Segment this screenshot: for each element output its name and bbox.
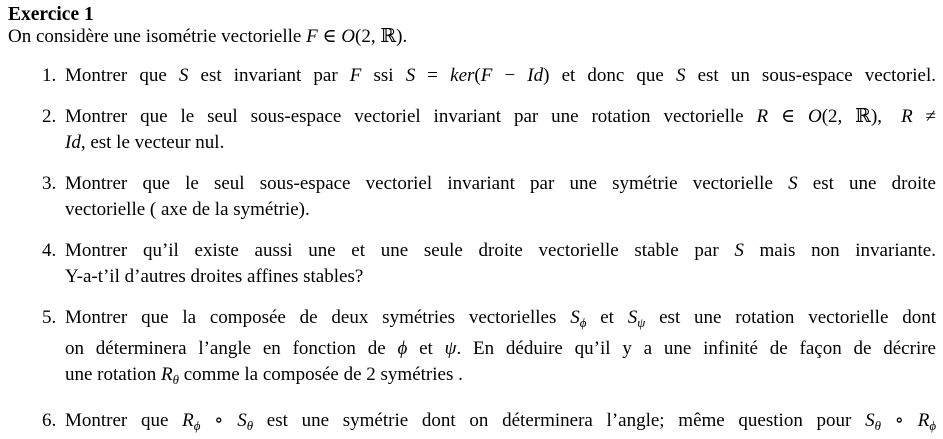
math-token: R <box>917 409 930 431</box>
item-content <box>65 408 936 439</box>
text-line <box>65 171 936 197</box>
exercise-item <box>42 171 936 223</box>
item-number: 2. <box>42 106 57 127</box>
math-token: ϕ <box>193 417 201 433</box>
text-line <box>65 362 936 393</box>
math-token: ϕ <box>579 314 587 330</box>
math-token: S <box>675 65 686 86</box>
text-run: Montrer que le seul sous-espace vectoriel invariant par une symétrie vectorielle <box>65 173 789 194</box>
text-run: (2, ℝ). <box>355 26 408 47</box>
math-token: R <box>901 106 913 127</box>
math-token: S <box>178 65 189 86</box>
text-run: Y-a-t’il d’autres droites affines stables? <box>65 266 364 287</box>
text-line <box>65 238 936 264</box>
text-line <box>65 408 936 439</box>
exercise-item <box>42 305 936 393</box>
math-token: S <box>405 65 416 86</box>
text-run: ∘ <box>880 409 918 431</box>
text-run: ∘ <box>200 409 238 431</box>
math-token: S <box>237 409 247 431</box>
item-content <box>65 104 936 156</box>
text-line <box>65 305 936 336</box>
math-token: ϕ <box>397 337 408 359</box>
item-number: 1. <box>42 65 57 86</box>
item-content <box>65 305 936 393</box>
exercise-item <box>42 408 936 439</box>
text-run: ∈ <box>768 106 808 127</box>
text-line <box>65 197 936 223</box>
math-token: θ <box>874 417 881 433</box>
text-run: − <box>492 65 528 86</box>
math-token: ψ <box>444 337 457 359</box>
text-run: comme la composée de 2 symétries . <box>178 363 463 385</box>
math-token: θ <box>246 417 254 433</box>
text-run: ∈ <box>317 26 342 47</box>
exercise-item <box>42 238 936 290</box>
math-token: F <box>480 65 493 86</box>
math-token: Id <box>527 65 544 86</box>
math-token: Id <box>65 132 81 153</box>
text-run: est invariant par <box>188 65 350 86</box>
math-token: O <box>341 26 356 47</box>
text-run: ≠ <box>912 106 936 127</box>
math-token: ψ <box>637 314 646 330</box>
math-token: θ <box>172 371 179 387</box>
text-run: Montrer que la composée de deux symétries vectorielles <box>65 307 571 328</box>
text-run: ( <box>474 65 481 86</box>
text-run: on déterminera l’angle en fonction de <box>65 337 398 359</box>
text-run: ) et donc que <box>543 65 676 86</box>
math-token: R <box>182 409 194 431</box>
text-run: , est le vecteur nul. <box>80 132 225 153</box>
item-content <box>65 63 936 89</box>
math-token: S <box>788 173 798 194</box>
math-token: O <box>807 106 822 127</box>
text-run: Montrer que <box>65 65 179 86</box>
text-run: est une symétrie dont on déterminera l’angle; même question pour <box>253 409 866 431</box>
math-token: ker <box>450 65 475 86</box>
item-number: 4. <box>42 240 57 261</box>
text-line <box>65 336 936 362</box>
text-run: Montrer qu’il existe aussi une et une seule droite vectorielle stable par <box>65 240 735 261</box>
text-run: Montrer que <box>65 409 183 431</box>
math-token: S <box>627 307 638 328</box>
text-run: ssi <box>361 65 406 86</box>
text-run: est un sous-espace vectoriel. <box>685 65 936 86</box>
item-number: 5. <box>42 307 57 328</box>
text-run: (2, ℝ), <box>821 106 883 127</box>
text-run: et <box>407 337 445 359</box>
math-token: R <box>756 106 769 127</box>
item-number: 3. <box>42 173 57 194</box>
math-token: S <box>734 240 744 261</box>
math-token: F <box>306 26 318 47</box>
text-run: est une droite <box>797 173 936 194</box>
text-run: Montrer que le seul sous-espace vectoriel invariant par une rotation vectorielle <box>65 106 757 127</box>
text-run <box>882 106 901 127</box>
text-run: = <box>415 65 451 86</box>
text-run: et <box>586 307 628 328</box>
math-token: S <box>570 307 580 328</box>
math-token: R <box>161 363 173 385</box>
exercise-item <box>42 63 936 89</box>
exercise-title: Exercice 1 <box>8 4 94 25</box>
text-line <box>65 130 936 156</box>
text-run: est une rotation vectorielle dont <box>645 307 936 328</box>
text-line <box>65 104 936 130</box>
math-token: F <box>349 65 362 86</box>
text-run: . En déduire qu’il y a une infinité de façon de décrire <box>456 337 936 359</box>
text-line <box>65 264 936 290</box>
exercise-list <box>8 63 936 439</box>
text-run: une rotation <box>65 363 162 385</box>
text-line <box>65 63 936 89</box>
item-content <box>65 171 936 223</box>
intro-line <box>8 25 936 48</box>
item-number: 6. <box>42 409 57 431</box>
math-token: ϕ <box>929 417 936 433</box>
item-content <box>65 238 936 290</box>
text-run: On considère une isométrie vectorielle <box>8 26 307 47</box>
math-token: S <box>865 409 875 431</box>
text-run: mais non invariante. <box>743 240 936 261</box>
exercise-item <box>42 104 936 156</box>
text-run: vectorielle ( axe de la symétrie). <box>65 199 310 220</box>
